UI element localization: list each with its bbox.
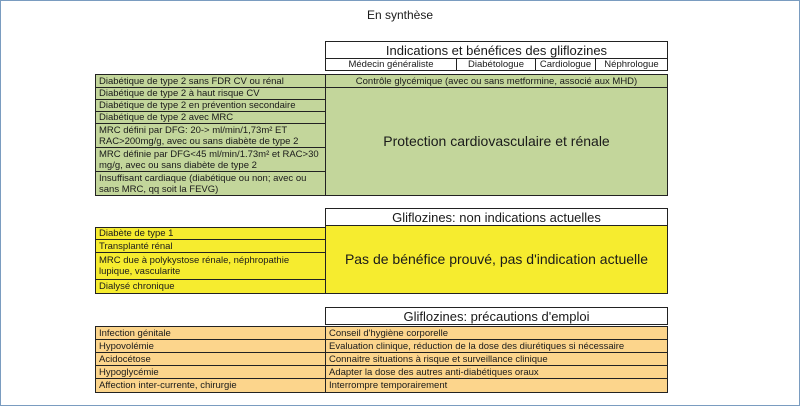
indication-row: Diabétique de type 2 avec MRC bbox=[95, 111, 326, 124]
indication-row: Diabétique de type 2 à haut risque CV bbox=[95, 87, 326, 100]
indication-row: MRC défini par DFG: 20-> ml/min/1,73m² ET RAC>200mg/g, avec ou sans diabète de type 2 bbox=[95, 123, 326, 148]
precaution-advice: Adapter la dose des autres anti-diabétiques oraux bbox=[325, 365, 668, 379]
column-nephrologue: Néphrologue bbox=[595, 58, 668, 71]
column-cardiologue: Cardiologue bbox=[535, 58, 596, 71]
indication-row: Insuffisant cardiaque (diabétique ou non; avec ou sans MRC, qq soit la FEVG) bbox=[95, 171, 326, 196]
non-indication-row: Transplanté rénal bbox=[95, 239, 326, 253]
precaution-advice: Interrompre temporairement bbox=[325, 378, 668, 393]
non-indication-row: MRC due à polykystose rénale, néphropathie lupique, vascularite bbox=[95, 252, 326, 280]
precaution-advice: Evaluation clinique, réduction de la dose des diurétiques si nécessaire bbox=[325, 339, 668, 353]
indication-row: Diabétique de type 2 sans FDR CV ou rénal bbox=[95, 74, 326, 88]
section1-header: Indications et bénéfices des gliflozines bbox=[325, 41, 668, 59]
figure-title: En synthèse bbox=[366, 8, 434, 22]
non-indication-row: Dialysé chronique bbox=[95, 279, 326, 294]
precaution-condition: Hypoglycémie bbox=[95, 365, 326, 379]
non-indication-row: Diabète de type 1 bbox=[95, 227, 326, 240]
column-medecin-generaliste: Médecin généraliste bbox=[325, 58, 457, 71]
precaution-advice: Connaitre situations à risque et surveillance clinique bbox=[325, 352, 668, 366]
precaution-condition: Affection inter-currente, chirurgie bbox=[95, 378, 326, 393]
section2-header: Gliflozines: non indications actuelles bbox=[325, 208, 668, 226]
precaution-condition: Acidocétose bbox=[95, 352, 326, 366]
glycemic-control-cell: Contrôle glycémique (avec ou sans metformine, associé aux MHD) bbox=[325, 74, 668, 88]
section3-header: Gliflozines: précautions d'emploi bbox=[325, 307, 668, 325]
indication-row: MRC définie par DFG<45 ml/min/1.73m² et RAC>30 mg/g, avec ou sans diabète de type 2 bbox=[95, 147, 326, 172]
indication-row: Diabétique de type 2 en prévention secondaire bbox=[95, 99, 326, 112]
precaution-condition: Hypovolémie bbox=[95, 339, 326, 353]
precaution-condition: Infection génitale bbox=[95, 326, 326, 340]
column-diabetologue: Diabétologue bbox=[456, 58, 536, 71]
cardio-renal-protection-cell: Protection cardiovasculaire et rénale bbox=[325, 87, 668, 196]
precaution-advice: Conseil d'hygiène corporelle bbox=[325, 326, 668, 340]
no-benefit-message: Pas de bénéfice prouvé, pas d'indication actuelle bbox=[325, 225, 668, 294]
